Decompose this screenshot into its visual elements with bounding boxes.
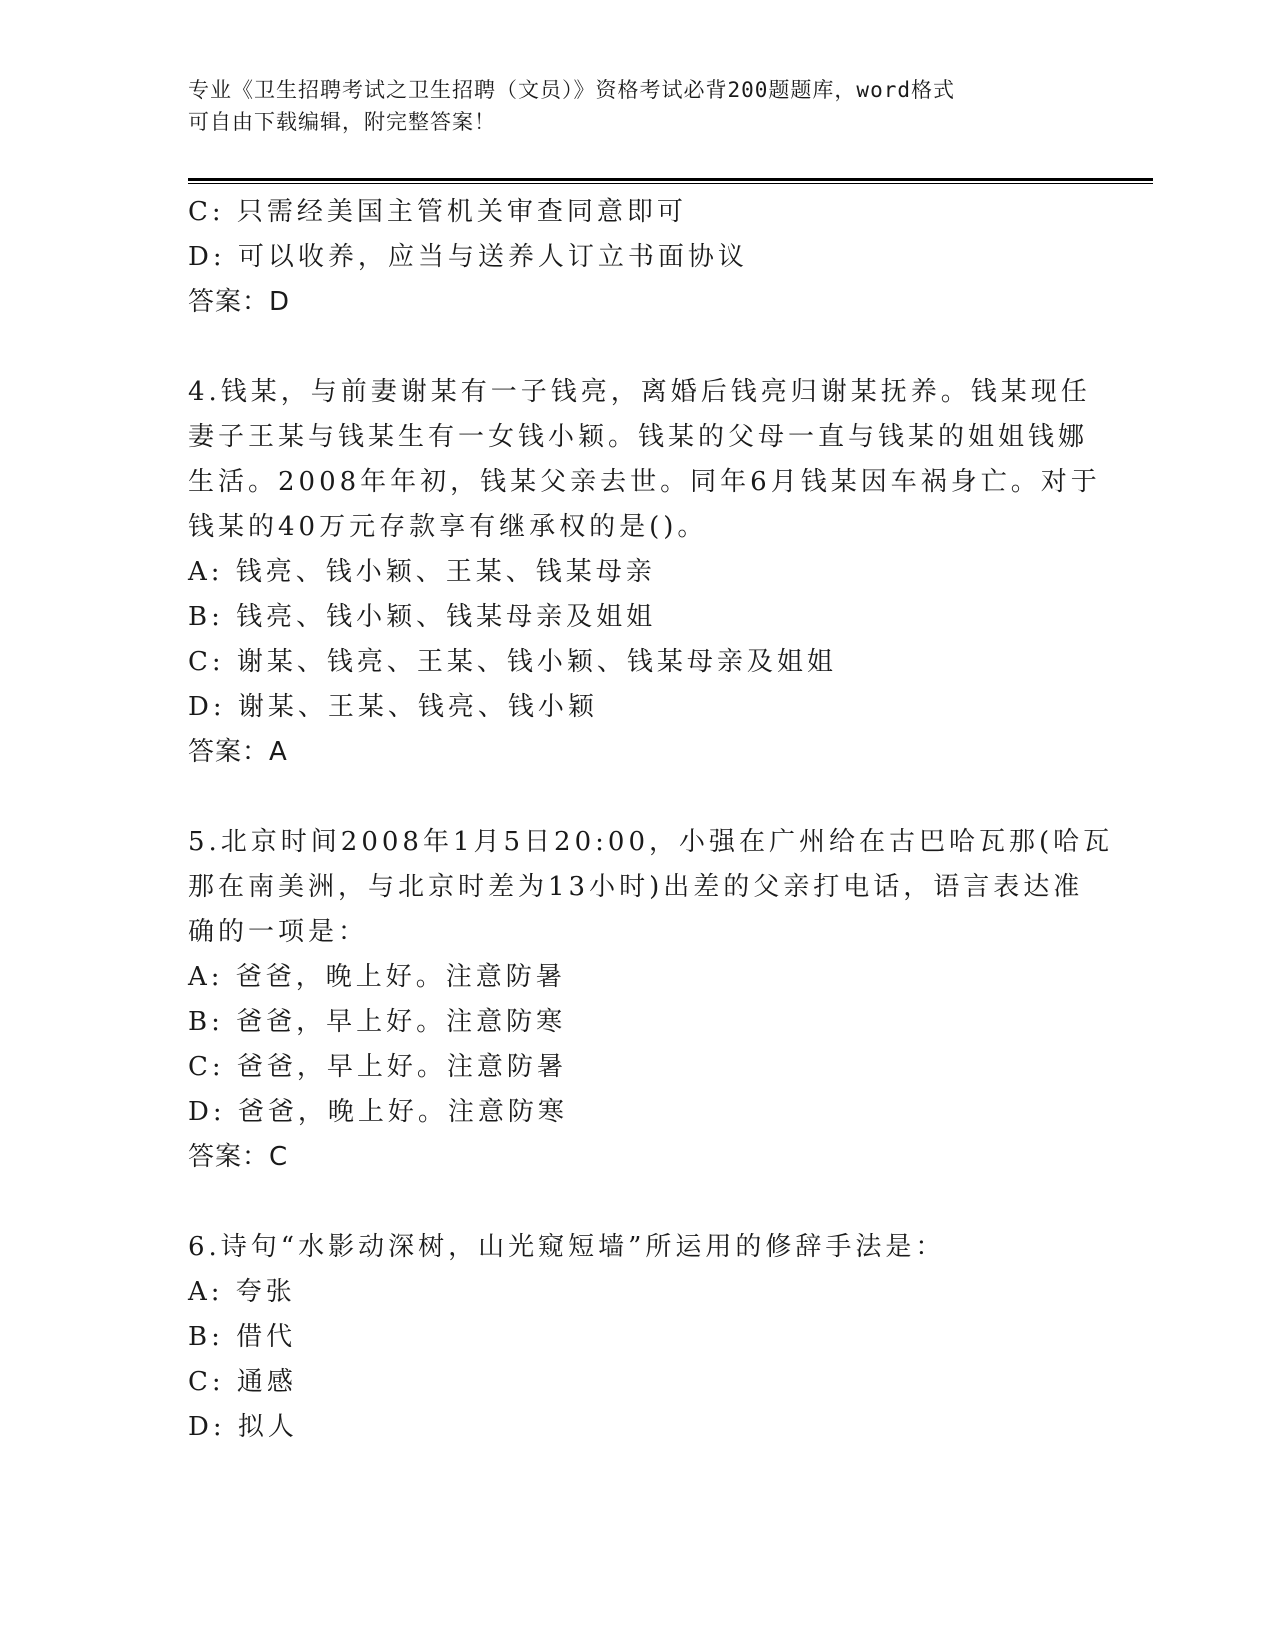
q4-stem-line-2: 妻子王某与钱某生有一女钱小颖。钱某的父母一直与钱某的姐姐钱娜	[188, 422, 1089, 452]
document-header	[188, 74, 1068, 138]
q6-option-d: D: 拟人	[188, 1412, 298, 1442]
spacer	[188, 1180, 1088, 1225]
header-divider-thin	[188, 183, 1153, 184]
q5-stem-line-1: 5.北京时间2008年1月5日20:00，小强在广州给在古巴哈瓦那(哈瓦	[188, 827, 1114, 857]
spacer	[188, 325, 1088, 370]
q6-stem-line-1: 6.诗句“水影动深树，山光窥短墙”所运用的修辞手法是：	[188, 1232, 946, 1262]
q5-stem-line-2: 那在南美洲，与北京时差为13小时)出差的父亲打电话，语言表达准	[188, 872, 1084, 902]
q5-option-b: B: 爸爸，早上好。注意防寒	[188, 1007, 567, 1037]
q5-answer: 答案：C	[188, 1142, 289, 1172]
q5-option-d: D: 爸爸，晚上好。注意防寒	[188, 1097, 568, 1127]
question-3-fragment	[188, 190, 1088, 325]
q5-option-a: A: 爸爸，晚上好。注意防暑	[188, 962, 566, 992]
q4-stem-line-3: 生活。2008年年初，钱某父亲去世。同年6月钱某因车祸身亡。对于	[188, 467, 1101, 497]
header-line-2: 可自由下载编辑，附完整答案！	[188, 110, 496, 134]
q3-option-c: C: 只需经美国主管机关审查同意即可	[188, 197, 687, 227]
q5-option-c: C: 爸爸，早上好。注意防暑	[188, 1052, 567, 1082]
q4-answer: 答案：A	[188, 737, 288, 767]
q4-option-d: D: 谢某、王某、钱亮、钱小颖	[188, 692, 598, 722]
header-line-1: 专业《卫生招聘考试之卫生招聘（文员）》资格考试必背200题题库，word格式	[188, 78, 955, 102]
q4-option-c: C: 谢某、钱亮、王某、钱小颖、钱某母亲及姐姐	[188, 647, 837, 677]
question-6	[188, 1225, 1088, 1450]
question-5	[188, 820, 1114, 1180]
q4-stem-line-1: 4.钱某，与前妻谢某有一子钱亮，离婚后钱亮归谢某抚养。钱某现任	[188, 377, 1091, 407]
q6-option-c: C: 通感	[188, 1367, 297, 1397]
q4-option-b: B: 钱亮、钱小颖、钱某母亲及姐姐	[188, 602, 657, 632]
q4-stem-line-4: 钱某的40万元存款享有继承权的是()。	[188, 512, 708, 542]
q5-stem-line-3: 确的一项是：	[188, 917, 369, 947]
q6-option-b: B: 借代	[188, 1322, 297, 1352]
header-divider-thick	[188, 178, 1153, 181]
question-4	[188, 370, 1101, 775]
q6-option-a: A: 夸张	[188, 1277, 296, 1307]
q4-option-a: A: 钱亮、钱小颖、王某、钱某母亲	[188, 557, 656, 587]
question-content	[188, 190, 1114, 1450]
spacer	[188, 775, 1088, 820]
q3-option-d: D: 可以收养，应当与送养人订立书面协议	[188, 242, 748, 272]
q3-answer: 答案：D	[188, 287, 291, 317]
